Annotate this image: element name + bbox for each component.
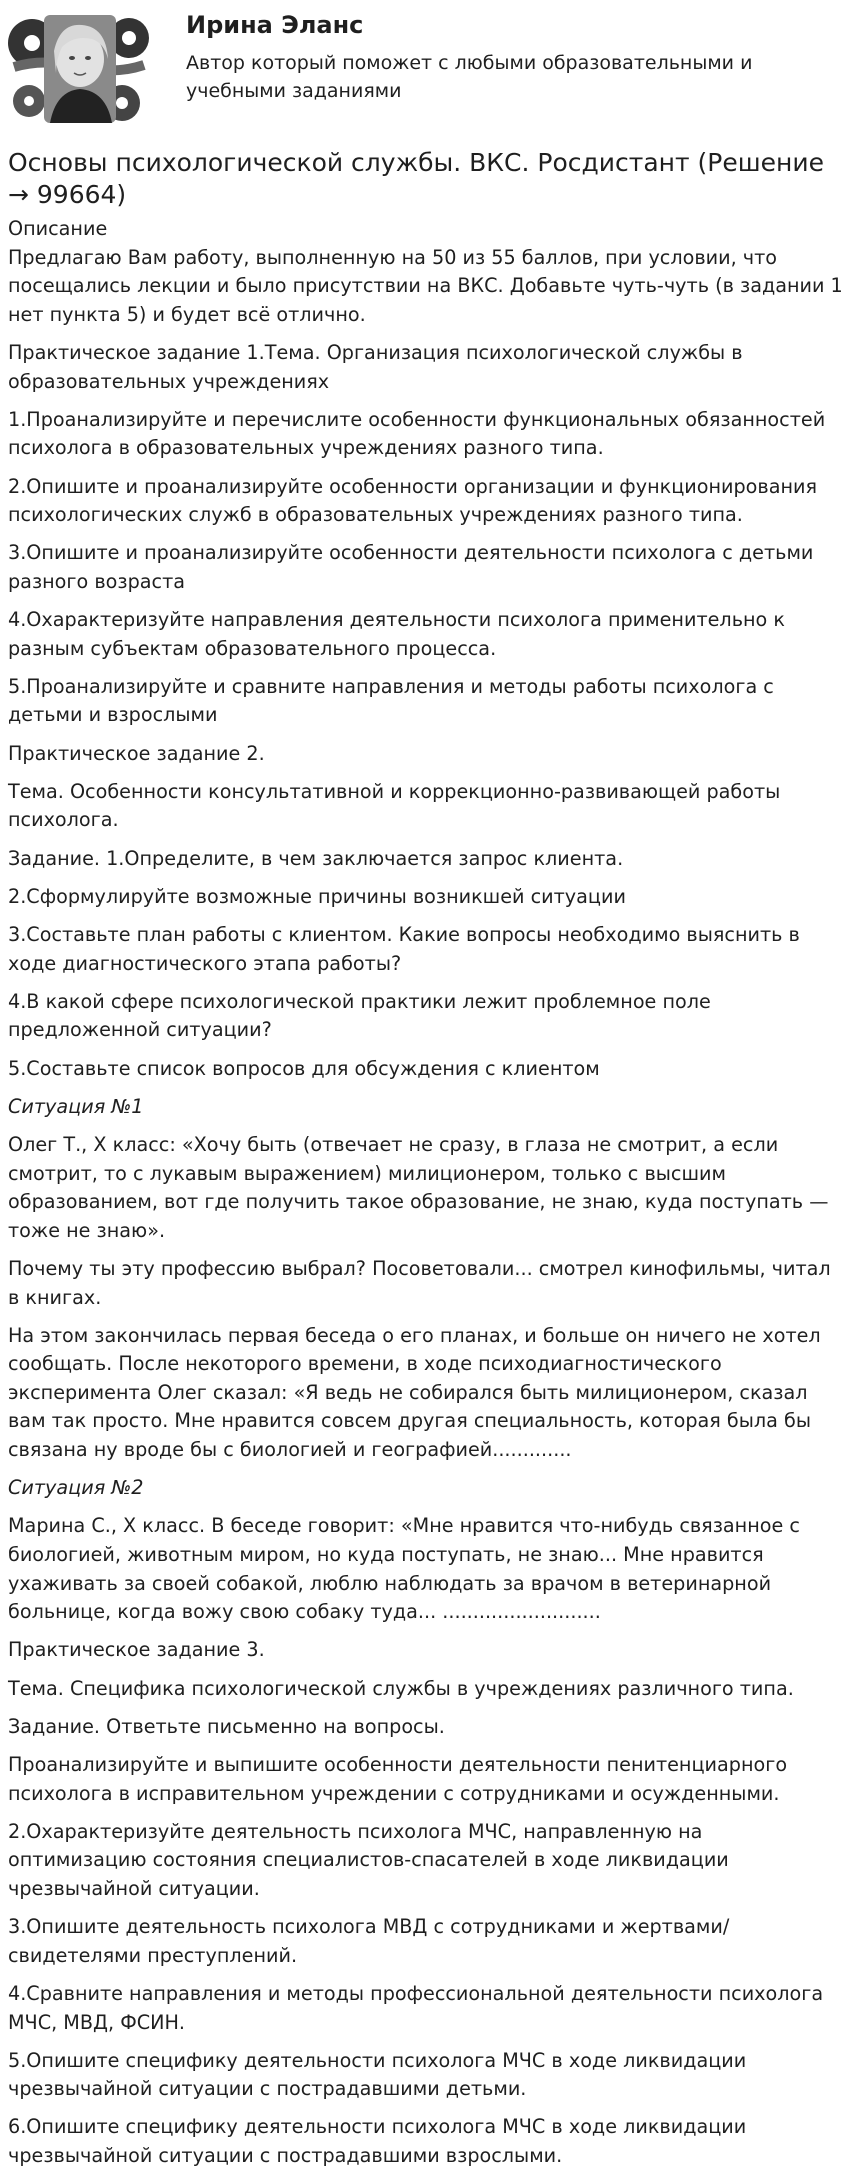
description-body xyxy=(8,215,844,2180)
paragraph: 5.Проанализируйте и сравните направления и методы работы психолога с детьми и взрослыми xyxy=(8,674,774,727)
paragraph: 5.Опишите специфику деятельности психолога МЧС в ходе ликвидации чрезвычайной ситуации с пострадавшими детьми. xyxy=(8,2048,747,2101)
avatar-image xyxy=(4,3,152,132)
paragraph: Проанализируйте и выпишите особенности деятельности пенитенциарного психолога в исправительном учреждении с сотрудниками и осужденными. xyxy=(8,1752,788,1805)
description-label: Описание xyxy=(8,217,108,240)
paragraph: 2.Сформулируйте возможные причины возникшей ситуации xyxy=(8,884,626,908)
paragraph: Практическое задание 3. xyxy=(8,1638,265,1662)
paragraph: Задание. Ответьте письменно на вопросы. xyxy=(8,1714,445,1738)
paragraph: Марина С., X класс. В беседе говорит: «Мне нравится что-нибудь связанное с биологией, животным миром, но куда поступать, не знаю... Мне нравится ухаживать за своей собакой, люблю наблюдать за врачом в ветеринарной больнице, когда вожу свою собаку туда... .......................... xyxy=(8,1514,800,1624)
paragraph: 2.Охарактеризуйте деятельность психолога МЧС, направленную на оптимизацию состояния специалистов-спасателей в ходе ликвидации чрезвычайной ситуации. xyxy=(8,1819,729,1900)
paragraph: На этом закончилась первая беседа о его планах, и больше он ничего не хотел сообщать. После некоторого времени, в ходе психодиагностического эксперимента Олег сказал: «Я ведь не собирался быть милиционером, сказал вам так просто. Мне нравится совсем другая специальность, которая была бы связана ну вроде бы с биологией и географией............. xyxy=(8,1323,821,1462)
paragraph: 4.Сравните направления и методы профессиональной деятельности психолога МЧС, МВД, ФСИН. xyxy=(8,1981,824,2034)
paragraph: 3.Опишите деятельность психолога МВД с сотрудниками и жертвами/свидетелями преступлений. xyxy=(8,1915,730,1967)
paragraph: 3.Составьте план работы с клиентом. Какие вопросы необходимо выяснить в ходе диагностического этапа работы? xyxy=(8,923,800,975)
paragraph: 4.В какой сфере психологической практики лежит проблемное поле предложенной ситуации? xyxy=(8,989,711,1042)
author-description: Автор который поможет с любыми образовательными и учебными заданиями xyxy=(186,52,753,102)
paragraph: Тема. Специфика психологической службы в учреждениях различного типа. xyxy=(8,1676,794,1700)
paragraph: Предлагаю Вам работу, выполненную на 50 из 55 баллов, при условии, что посещались лекции и было присутствии на ВКС. Добавьте чуть-чуть (в задании 1 нет пункта 5) и будет всё отлично. xyxy=(8,245,843,326)
paragraph: 3.Опишите и проанализируйте особенности деятельности психолога с детьми разного возраста xyxy=(8,541,814,593)
paragraph: Задание. 1.Определите, в чем заключается запрос клиента. xyxy=(8,846,624,870)
paragraph: 4.Охарактеризуйте направления деятельности психолога применительно к разным субъектам образовательного процесса. xyxy=(8,608,785,660)
paragraph: Олег Т., X класс: «Хочу быть (отвечает не сразу, в глаза не смотрит, а если смотрит, то с лукавым выражением) милиционером, только с высшим образованием, вот где получить такое образование, не знаю, куда поступать — тоже не знаю». xyxy=(8,1132,829,1242)
paragraph: 2.Опишите и проанализируйте особенности организации и функционирования психологических служб в образовательных учреждениях разного типа. xyxy=(8,474,818,527)
author-name[interactable]: Ирина Эланс xyxy=(186,11,364,39)
page-title: Основы психологической службы. ВКС. Росдистант (Решение → 99664) xyxy=(8,148,824,209)
situation-heading: Ситуация №1 xyxy=(8,1094,144,1118)
paragraph: Практическое задание 2. xyxy=(8,741,265,765)
paragraph: Почему ты эту профессию выбрал? Посоветовали... смотрел кинофильмы, читал в книгах. xyxy=(8,1256,831,1309)
paragraph: 5.Составьте список вопросов для обсуждения с клиентом xyxy=(8,1056,600,1080)
paragraph: 6.Опишите специфику деятельности психолога МЧС в ходе ликвидации чрезвычайной ситуации с пострадавшими взрослыми. xyxy=(8,2115,747,2168)
situation-heading: Ситуация №2 xyxy=(8,1476,144,1500)
paragraph: Тема. Особенности консультативной и коррекционно-развивающей работы психолога. xyxy=(8,779,781,832)
author-card xyxy=(0,0,847,140)
author-avatar[interactable] xyxy=(4,3,152,132)
paragraph: 1.Проанализируйте и перечислите особенности функциональных обязанностей психолога в образовательных учреждениях разного типа. xyxy=(8,407,826,460)
paragraph: Практическое задание 1.Тема. Организация психологической службы в образовательных учреждениях xyxy=(8,340,743,393)
